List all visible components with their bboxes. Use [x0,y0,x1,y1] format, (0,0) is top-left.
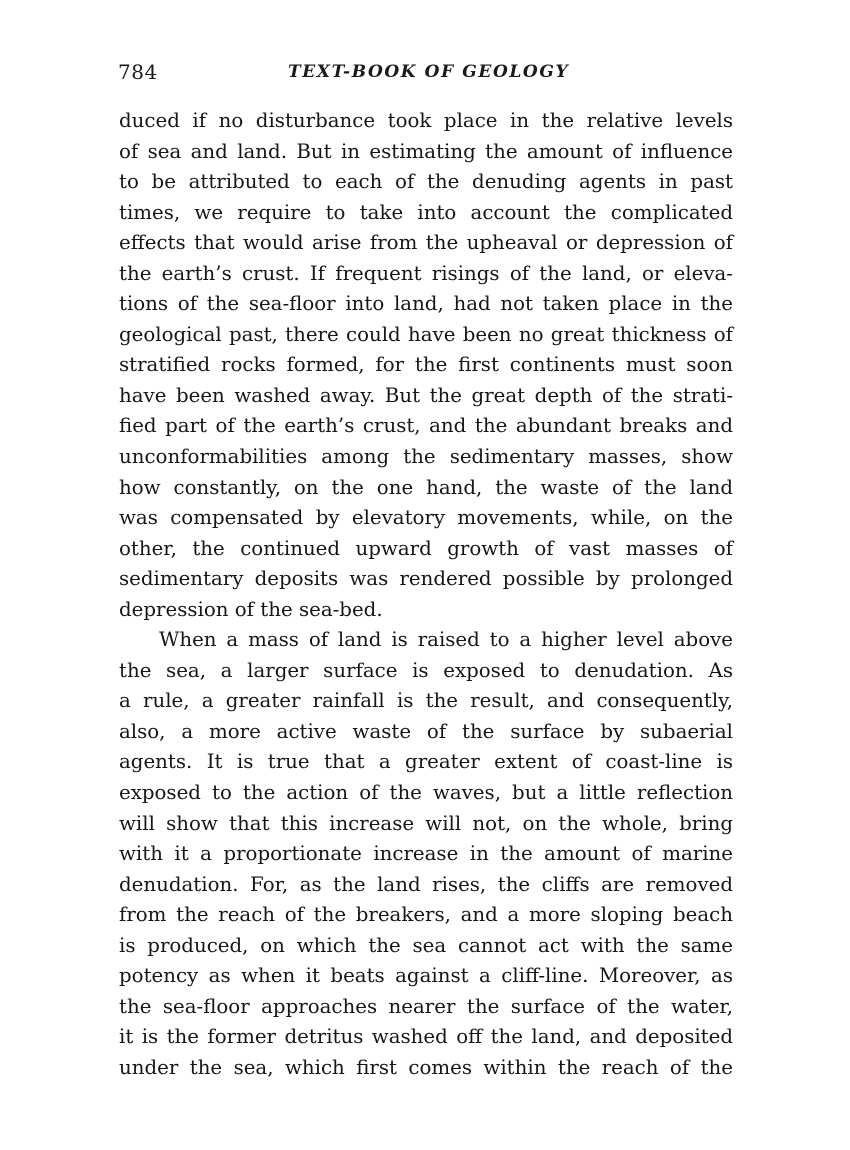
text-line: to be attributed to each of the denuding agents in past [119,170,733,194]
text-line: potency as when it beats against a cliff-line. Moreover, as [119,964,733,988]
text-line: effects that would arise from the upheaval or depression of [119,231,733,255]
text-line: stratified rocks formed, for the first continents must soon [119,353,733,377]
text-line: under the sea, which first comes within the reach of the [119,1055,733,1079]
text-line: the sea, a larger surface is exposed to denudation. As [119,658,733,682]
text-line: have been washed away. But the great depth of the strati- [119,383,733,407]
text-line: tions of the sea-floor into land, had not taken place in the [119,292,733,316]
text-line: is produced, on which the sea cannot act with the same [119,933,733,957]
running-title: TEXT-BOOK OF GEOLOGY [288,62,570,82]
text-line: with it a proportionate increase in the amount of marine [119,842,733,866]
body-text [119,106,733,1084]
paragraph-2 [119,625,733,1083]
text-line: fied part of the earth’s crust, and the abundant breaks and [119,414,733,438]
text-line: from the reach of the breakers, and a more sloping beach [119,903,733,927]
paragraph-1 [119,106,733,625]
text-line: will show that this increase will not, on the whole, bring [119,811,733,835]
text-line: exposed to the action of the waves, but a little reflection [119,781,733,805]
text-line: depression of the sea-bed. [119,597,383,621]
text-line: geological past, there could have been no great thickness of [119,322,733,346]
page-number: 784 [118,60,158,84]
text-line: a rule, a greater rainfall is the result, and consequently, [119,689,733,713]
text-line: agents. It is true that a greater extent of coast-line is [119,750,733,774]
running-head [118,60,734,86]
text-line: unconformabilities among the sedimentary masses, show [119,445,733,469]
text-line: other, the continued upward growth of vast masses of [119,536,733,560]
text-line: how constantly, on the one hand, the waste of the land [119,475,733,499]
text-line: times, we require to take into account the complicated [119,200,733,224]
text-line: When a mass of land is raised to a higher level above [159,628,733,652]
text-line: denudation. For, as the land rises, the cliffs are removed [119,872,733,896]
text-line: duced if no disturbance took place in the relative levels [119,109,733,132]
text-line: was compensated by elevatory movements, while, on the [119,506,733,530]
text-line: it is the former detritus washed off the land, and deposited [119,1025,733,1049]
text-line: of sea and land. But in estimating the amount of influence [119,139,733,163]
text-line: the earth’s crust. If frequent risings of the land, or eleva- [119,261,733,285]
text-line: sedimentary deposits was rendered possible by prolonged [119,567,733,591]
text-line: the sea-floor approaches nearer the surface of the water, [119,994,733,1018]
text-line: also, a more active waste of the surface by subaerial [119,719,733,743]
